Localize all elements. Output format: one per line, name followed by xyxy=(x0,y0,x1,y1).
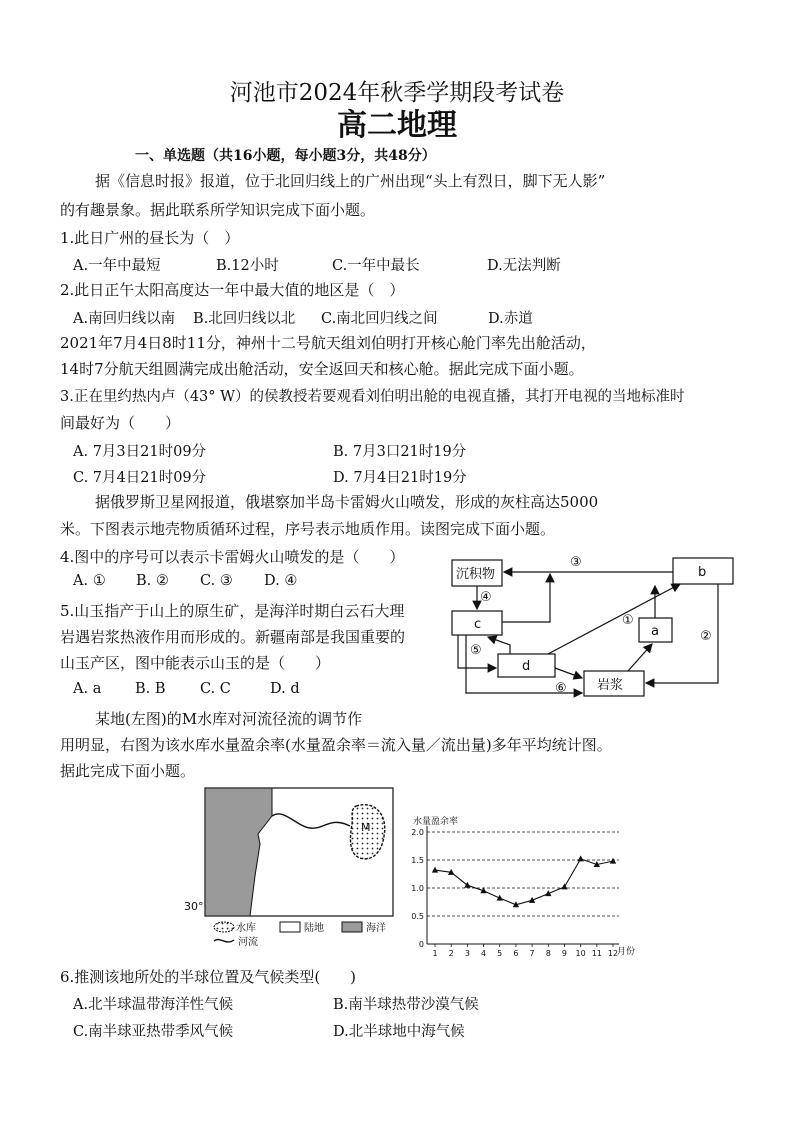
chart-ytick-label: 0.5 xyxy=(411,912,424,921)
label-5: ⑤ xyxy=(470,643,482,658)
chart-point xyxy=(577,855,583,861)
label-6: ⑥ xyxy=(555,681,567,696)
question-5-option-b[interactable]: B. B xyxy=(135,681,166,697)
group4-intro-line1: 某地(左图)的M水库对河流径流的调节作 xyxy=(95,710,363,728)
label-3: ③ xyxy=(570,555,582,570)
chart-ytick-label: 2.0 xyxy=(411,828,424,837)
question-4-option-a[interactable]: A. ① xyxy=(73,573,106,589)
question-1-stem: 1.此日广州的昼长为（ ） xyxy=(60,229,240,247)
reservoir-map xyxy=(184,786,400,948)
node-b-label: b xyxy=(698,565,707,580)
label-2: ② xyxy=(700,629,712,644)
group1-intro-line2: 的有趣景象。据此联系所学知识完成下面小题。 xyxy=(60,201,376,219)
chart-ytick-label: 0 xyxy=(418,940,424,949)
question-3-option-d[interactable]: D. 7月4日21时19分 xyxy=(333,470,467,486)
chart-series-line xyxy=(435,859,613,905)
exam-title: 河池市2024年秋季学期段考试卷 xyxy=(229,80,565,106)
question-3-stem-line1: 3.正在里约热内卢（43° W）的侯教授若要观看刘伯明出舱的电视直播，其打开电视的当地标准时 xyxy=(60,389,685,405)
chart-xtick-label: 6 xyxy=(513,949,519,958)
chart-ylabel: 水量盈余率 xyxy=(413,817,459,827)
question-2-option-c[interactable]: C.南北回归线之间 xyxy=(321,311,438,327)
legend-ocean: 海洋 xyxy=(366,923,386,934)
node-d-label: d xyxy=(522,659,531,674)
question-4-option-c[interactable]: C. ③ xyxy=(200,573,233,589)
question-4-option-b[interactable]: B. ② xyxy=(136,573,169,589)
question-1-option-d[interactable]: D.无法判断 xyxy=(487,258,561,274)
chart-point xyxy=(561,883,567,889)
node-a-label: a xyxy=(651,624,659,639)
question-6-option-b[interactable]: B.南半球热带沙漠气候 xyxy=(333,997,479,1013)
question-5-option-a[interactable]: A. a xyxy=(73,681,102,697)
water-surplus-chart xyxy=(405,812,636,960)
chart-xtick-label: 7 xyxy=(529,949,535,958)
group2-intro-line2: 14时7分航天组圆满完成出舱活动，安全返回天和核心舱。据此完成下面小题。 xyxy=(60,360,584,378)
arrow-magma-a xyxy=(628,644,652,671)
arrow-1 xyxy=(548,584,680,654)
chart-ytick-label: 1.5 xyxy=(411,856,424,865)
reservoir-mark: M xyxy=(361,821,371,834)
chart-xtick-label: 10 xyxy=(575,949,586,958)
chart-point xyxy=(432,867,438,873)
group1-intro-line1: 据《信息时报》报道，位于北回归线上的广州出现“头上有烈日，脚下无人影” xyxy=(95,172,606,190)
chart-xtick-label: 9 xyxy=(561,949,568,958)
question-5-stem-line1: 5.山玉指产于山上的原生矿，是海洋时期白云石大理 xyxy=(60,602,405,620)
question-2-option-b[interactable]: B.北回归线以北 xyxy=(193,311,296,327)
legend-land: 陆地 xyxy=(304,923,324,934)
question-5-stem-line2: 岩遇岩浆热液作用而形成的。新疆南部是我国重要的 xyxy=(60,628,406,646)
question-3-option-a[interactable]: A. 7月3日21时09分 xyxy=(73,444,207,460)
question-3-option-b[interactable]: B. 7月3口21时19分 xyxy=(333,444,467,460)
node-magma-label: 岩浆 xyxy=(597,678,624,693)
question-4-option-d[interactable]: D. ④ xyxy=(264,573,298,589)
node-c-label: c xyxy=(474,617,482,632)
question-1-option-b[interactable]: B.12小时 xyxy=(216,258,279,274)
question-5-option-c[interactable]: C. C xyxy=(200,681,231,697)
chart-xtick-label: 4 xyxy=(480,949,487,958)
chart-xtick-label: 2 xyxy=(448,949,454,958)
label-1: ① xyxy=(622,613,634,628)
label-4: ④ xyxy=(480,590,492,605)
chart-xtick-label: 12 xyxy=(607,949,619,958)
legend-reservoir: 水库 xyxy=(236,923,256,934)
latitude-label: 30° xyxy=(184,900,204,913)
rock-cycle-diagram xyxy=(448,550,738,700)
question-6-option-c[interactable]: C.南半球亚热带季风气候 xyxy=(73,1024,234,1040)
legend-reservoir-icon xyxy=(214,922,234,932)
question-1-option-c[interactable]: C.一年中最长 xyxy=(332,258,420,274)
group4-intro-line3: 据此完成下面小题。 xyxy=(60,762,196,780)
question-6-option-a[interactable]: A.北半球温带海洋性气候 xyxy=(73,997,234,1013)
section-heading: 一、单选题（共16小题，每小题3分，共48分） xyxy=(135,148,436,164)
node-sediment-label: 沉积物 xyxy=(456,567,496,582)
chart-point xyxy=(464,882,470,888)
subject-title: 高二地理 xyxy=(337,108,457,143)
legend-river-icon xyxy=(214,940,234,942)
group4-intro-line2: 用明显，右图为该水库水量盈余率(水量盈余率＝流入量／流出量)多年平均统计图。 xyxy=(60,736,612,754)
group3-intro-line1: 据俄罗斯卫星网报道，俄堪察加半岛卡雷姆火山喷发，形成的灰柱高达5000 xyxy=(95,493,599,511)
chart-xtick-label: 3 xyxy=(464,949,470,958)
legend-ocean-icon xyxy=(342,922,362,932)
question-6-option-d[interactable]: D.北半球地中海气候 xyxy=(333,1024,465,1040)
chart-xtick-label: 1 xyxy=(432,949,438,958)
chart-xlabel: 月份 xyxy=(617,947,636,957)
legend-river: 河流 xyxy=(238,937,258,948)
question-3-stem-line2: 间最好为（ ） xyxy=(60,414,181,432)
question-2-option-a[interactable]: A.南回归线以南 xyxy=(73,311,176,327)
question-3-option-c[interactable]: C. 7月4日21时09分 xyxy=(73,470,207,486)
group3-intro-line2: 米。下图表示地壳物质循环过程，序号表示地质作用。读图完成下面小题。 xyxy=(60,520,556,538)
question-5-option-d[interactable]: D. d xyxy=(270,681,300,697)
group2-intro-line1: 2021年7月4日8时11分，神州十二号航天组刘伯明打开核心舱门率先出舱活动， xyxy=(60,334,596,352)
arrow-6-a xyxy=(555,668,582,678)
question-4-stem: 4.图中的序号可以表示卡雷姆火山喷发的是（ ） xyxy=(60,548,405,566)
legend-land-icon xyxy=(280,922,300,932)
chart-xtick-label: 5 xyxy=(497,949,503,958)
question-2-stem: 2.此日正午太阳高度达一年中最大值的地区是（ ） xyxy=(60,281,405,299)
chart-xtick-label: 8 xyxy=(545,949,551,958)
question-2-option-d[interactable]: D.赤道 xyxy=(488,311,533,327)
chart-ytick-label: 1.0 xyxy=(411,884,424,893)
question-6-stem: 6.推测该地所处的半球位置及气候类型( ) xyxy=(60,968,357,986)
arrow-c-up xyxy=(502,574,550,622)
chart-xtick-label: 11 xyxy=(591,949,602,958)
question-1-option-a[interactable]: A.一年中最短 xyxy=(73,258,161,274)
chart-point xyxy=(610,858,616,864)
arrow-d-c xyxy=(488,637,510,654)
question-5-stem-line3: 山玉产区，图中能表示山玉的是（ ） xyxy=(60,654,331,672)
